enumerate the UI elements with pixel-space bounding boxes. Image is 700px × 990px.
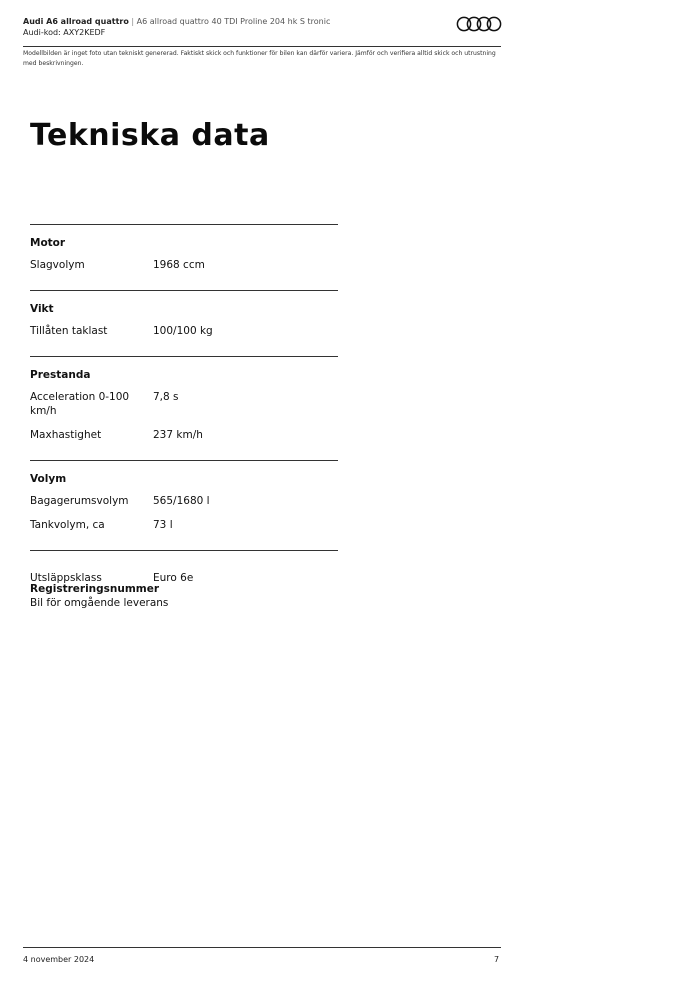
spec-row	[30, 324, 338, 338]
header-audi-code: Audi-kod: AXY2KEDF	[23, 28, 106, 37]
registration-title: Registreringsnummer	[30, 583, 160, 595]
spec-section-heading: Prestanda	[30, 369, 91, 381]
disclaimer-text: Modellbilden är inget foto utan tekniskt genererad. Faktiskt skick och funktioner för bilen kan därför variera. Jämför och verifiera alltid skick och utrustning med beskrivningen.	[23, 50, 496, 67]
header-model: Audi A6 allroad quattro	[23, 17, 129, 26]
page-number: 7	[494, 955, 500, 964]
spec-label: Utsläppsklass	[30, 572, 102, 584]
spec-section	[30, 460, 338, 550]
spec-section-heading: Volym	[30, 473, 67, 485]
spec-label: Bagagerumsvolym	[30, 495, 129, 507]
spec-value: 237 km/h	[153, 429, 203, 441]
spec-label: Maxhastighet	[30, 429, 102, 441]
spec-row	[30, 518, 338, 532]
spec-section	[30, 290, 338, 356]
spec-value: 7,8 s	[153, 391, 179, 403]
spec-label: Slagvolym	[30, 259, 85, 271]
spec-section-heading: Vikt	[30, 303, 54, 315]
spec-value: 1968 ccm	[153, 259, 205, 271]
technical-data-list	[30, 224, 338, 603]
header-variant: A6 allroad quattro 40 TDI Proline 204 hk S tronic	[136, 17, 331, 26]
spec-value: 100/100 kg	[153, 325, 213, 337]
audi-rings-logo	[456, 16, 502, 32]
spec-label: Acceleration 0-100 km/h	[30, 391, 130, 417]
spec-label: Tillåten taklast	[30, 325, 108, 337]
footer-date: 4 november 2024	[23, 955, 95, 964]
registration-block	[30, 582, 168, 610]
spec-section	[30, 224, 338, 290]
header-model-line	[23, 16, 501, 27]
document-header	[23, 16, 501, 38]
spec-row	[30, 494, 338, 508]
page-title: Tekniska data	[30, 118, 270, 153]
spec-label: Tankvolym, ca	[30, 519, 105, 531]
header-divider	[23, 46, 501, 47]
spec-value: 565/1680 l	[153, 495, 210, 507]
spec-row	[30, 258, 338, 272]
header-separator: |	[131, 17, 135, 26]
spec-section	[30, 356, 338, 460]
spec-section-heading: Motor	[30, 237, 66, 249]
spec-row	[30, 428, 338, 442]
spec-value: Euro 6e	[153, 572, 194, 584]
footer-divider	[23, 947, 501, 948]
spec-value: 73 l	[153, 519, 173, 531]
registration-value: Bil för omgående leverans	[30, 597, 169, 609]
spec-row	[30, 390, 338, 418]
